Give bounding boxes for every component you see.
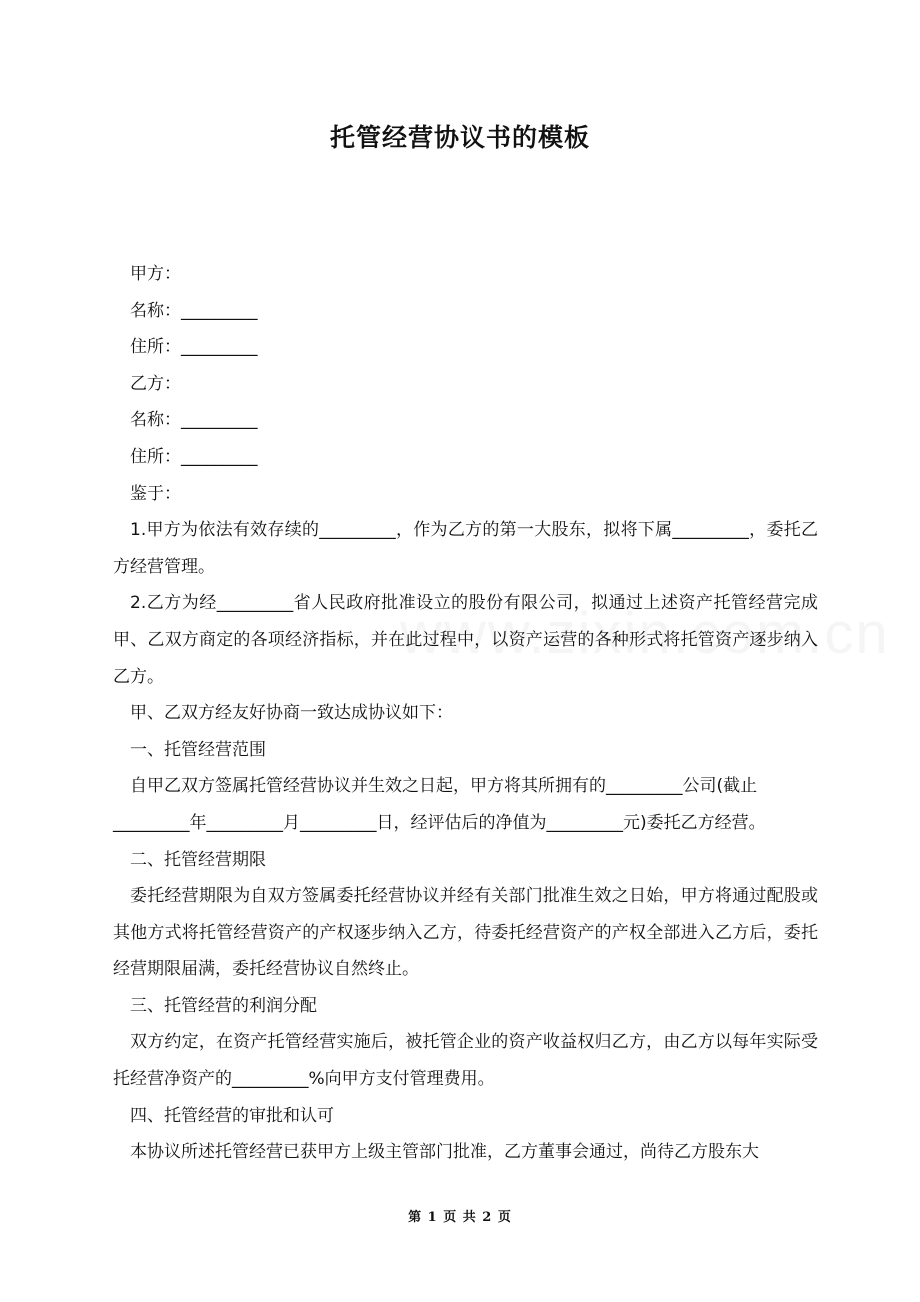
party-b-address: 住所：_________ xyxy=(130,446,258,467)
party-b-name: 名称：_________ xyxy=(130,410,258,431)
whereas-clause-2: 2.乙方为经_________省人民政府批准设立的股份有限公司，拟通过上述资产托管经营完成甲、乙双方商定的各项经济指标，并在此过程中，以资产运营的各种形式将托管资产逐步纳入乙方。 xyxy=(113,593,818,687)
page-footer: 第 1 页 共 2 页 xyxy=(408,1210,512,1225)
section-2-heading: 二、托管经营期限 xyxy=(130,849,266,870)
section-1-text-line-1: 自甲乙双方签属托管经营协议并生效之日起，甲方将其所拥有的_________公司(截止 xyxy=(130,776,758,797)
whereas-clause-1: 1.甲方为依法有效存续的_________，作为乙方的第一大股东，拟将下属_________，委托乙方经营管理。 xyxy=(113,520,818,577)
section-1-heading: 一、托管经营范围 xyxy=(130,739,266,760)
section-4-text: 本协议所述托管经营已获甲方上级主管部门批准，乙方董事会通过，尚待乙方股东大 xyxy=(130,1142,759,1163)
document-title: 托管经营协议书的模板 xyxy=(329,123,590,152)
agreement-intro: 甲、乙双方经友好协商一致达成协议如下： xyxy=(130,703,453,724)
whereas-heading: 鉴于： xyxy=(130,483,181,504)
section-3-heading: 三、托管经营的利润分配 xyxy=(130,995,317,1016)
party-a-address: 住所：_________ xyxy=(130,337,258,358)
section-3-text: 双方约定，在资产托管经营实施后，被托管企业的资产收益权归乙方，由乙方以每年实际受托经营净资产的_________%向甲方支付管理费用。 xyxy=(113,1032,818,1090)
party-a-name: 名称：_________ xyxy=(130,300,258,321)
section-4-heading: 四、托管经营的审批和认可 xyxy=(130,1105,334,1126)
section-2-text: 委托经营期限为自双方签属委托经营协议并经有关部门批准生效之日始，甲方将通过配股或其他方式将托管经营资产的产权逐步纳入乙方，待委托经营资产的产权全部进入乙方后，委托经营期限届满，委托经营协议自然终止。 xyxy=(113,886,818,980)
party-a-heading: 甲方： xyxy=(130,264,181,284)
party-b-heading: 乙方： xyxy=(130,373,181,394)
document-body xyxy=(113,256,818,1171)
section-1-text-line-2: _________年_________月_________日，经评估后的净值为_________元)委托乙方经营。 xyxy=(113,812,766,833)
